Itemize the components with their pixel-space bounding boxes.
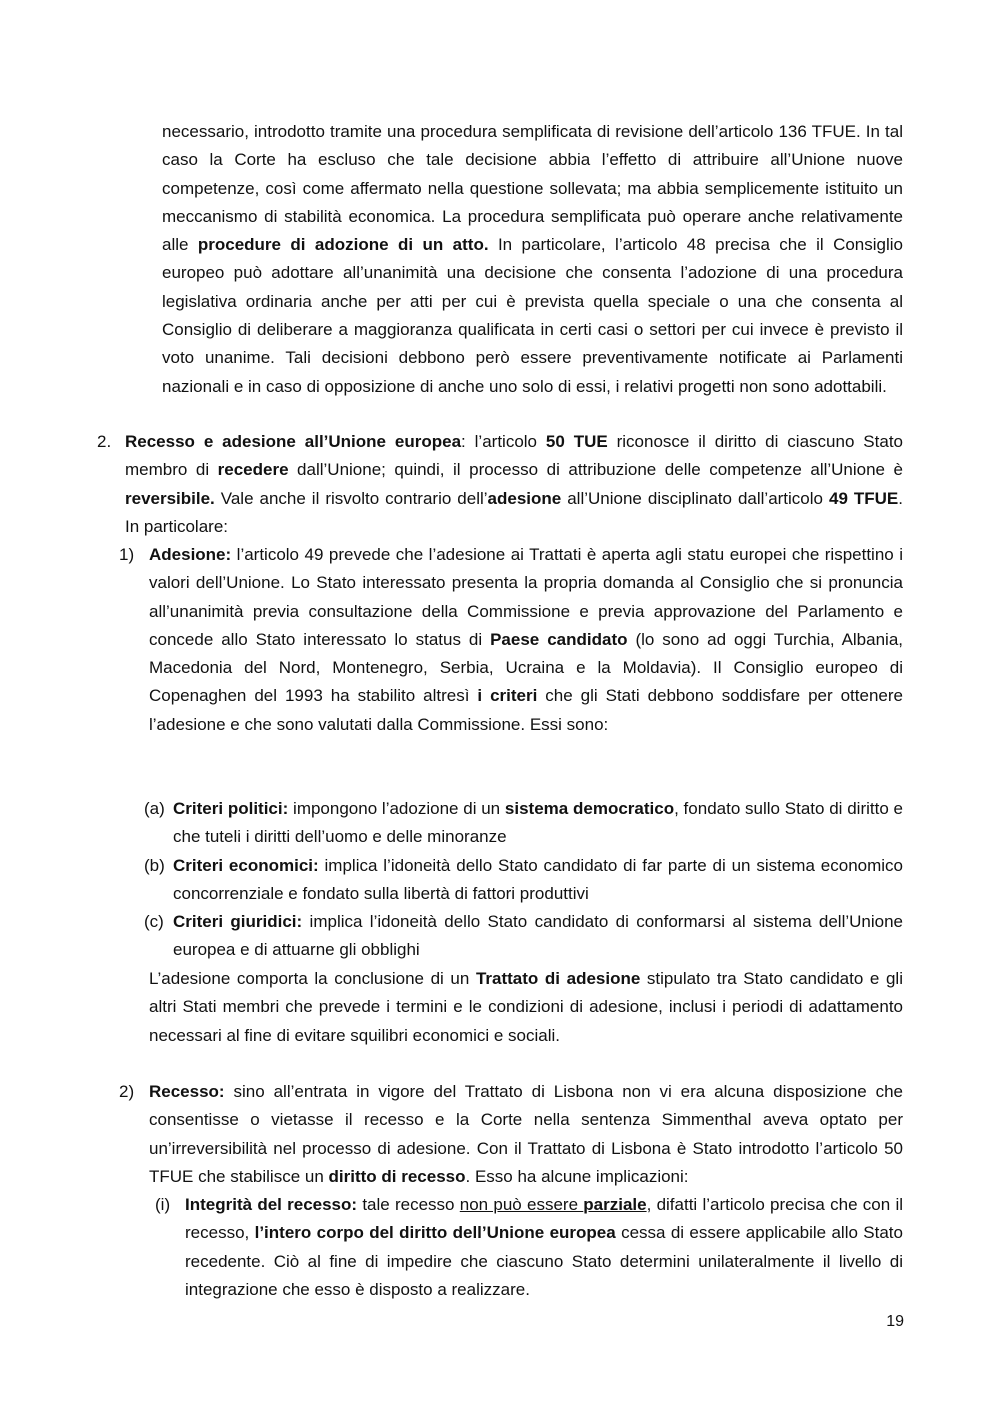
criteria-b-number: (b) — [144, 856, 165, 875]
criteria-a-paragraph: Criteri politici: impongono l’adozione di un sistema democratico, fondato sullo Stato di diritto e che tuteli i diritti dell’uomo e delle minoranze — [173, 799, 903, 847]
criteria-a-number: (a) — [144, 799, 165, 818]
item-2-number: 2. — [97, 432, 112, 451]
subitem-2-number: 2) — [119, 1082, 135, 1101]
adhesion-treaty-paragraph: L’adesione comporta la conclusione di un Trattato di adesione stipulato tra Stato candidato e gli altri Stati membri che prevede i termini e le condizioni di adesione, inclusi i periodi di adattamento necessari al fine di evitare squilibri economici e sociali. — [149, 969, 903, 1045]
item-2-paragraph: Recesso e adesione all’Unione europea: l’articolo 50 TUE riconosce il diritto di ciascuno Stato membro di recedere dall’Unione; quindi, il processo di attribuzione delle competenze all’Unione è reversibile. Vale anche il risvolto contrario dell’adesione all’Unione disciplinato dall’articolo 49 TFUE. In particolare: — [125, 432, 903, 536]
page-number: 19 — [886, 1313, 904, 1330]
roman-i-paragraph: Integrità del recesso: tale recesso non può essere parziale, difatti l’articolo precisa che con il recesso, l’intero corpo del diritto dell’Unione europea cessa di essere applicabile allo Stato recedente. Ciò al fine di impedire che ciascuno Stato determini unilateralmente il livello di integrazione che esso è disposto a realizzare. — [185, 1195, 903, 1299]
criteria-c-paragraph: Criteri giuridici: implica l’idoneità dello Stato candidato di conformarsi al sistema dell’Unione europea e di attuarne gli obblighi — [173, 912, 903, 960]
roman-i-number: (i) — [155, 1195, 171, 1214]
criteria-c-number: (c) — [144, 912, 164, 931]
intro-paragraph: necessario, introdotto tramite una procedura semplificata di revisione dell’articolo 136 TFUE. In tal caso la Corte ha escluso che tale decisione abbia l’effetto di attribuire all’Unione nuove competenze, così come affermato nella questione sollevata; ma abbia semplicemente istituito un meccanismo di stabilità economica. La procedura semplificata può operare anche relativamente alle procedure di adozione di un atto. In particolare, l’articolo 48 precisa che il Consiglio europeo può adottare all’unanimità una decisione che consenta l’adozione di una procedura legislativa ordinaria anche per atti per cui è prevista quella speciale o una che consenta al Consiglio di deliberare a maggioranza qualificata in certi casi o settori per cui invece è previsto il voto unanime. Tali decisioni debbono però essere preventivamente notificate ai Parlamenti nazionali e in caso di opposizione di anche uno solo di essi, i relativi progetti non sono adottabili. — [162, 122, 904, 396]
subitem-1-number: 1) — [119, 545, 135, 564]
subitem-1-paragraph: Adesione: l’articolo 49 prevede che l’adesione ai Trattati è aperta agli statu europei che rispettino i valori dell’Unione. Lo Stato interessato presenta la propria domanda al Consiglio che si pronuncia all’unanimità previa consultazione della Commissione e previa approvazione del Parlamento e concede allo Stato interessato lo status di Paese candidato (lo sono ad oggi Turchia, Albania, Macedonia del Nord, Montenegro, Serbia, Ucraina e la Moldavia). Il Consiglio europeo di Copenaghen del 1993 ha stabilito altresì i criteri che gli Stati debbono soddisfare per ottenere l’adesione e che sono valutati dalla Commissione. Essi sono: — [149, 545, 903, 734]
subitem-2-paragraph: Recesso: sino all’entrata in vigore del Trattato di Lisbona non vi era alcuna disposizione che consentisse o vietasse il recesso e la Corte nella sentenza Simmenthal aveva optato per un’irreversibilità nel processo di adesione. Con il Trattato di Lisbona è Stato introdotto l’articolo 50 TFUE che stabilisce un diritto di recesso. Esso ha alcune implicazioni: — [149, 1082, 903, 1186]
criteria-b-paragraph: Criteri economici: implica l’idoneità dello Stato candidato di far parte di un sistema economico concorrenziale e fondato sulla libertà di fattori produttivi — [173, 856, 903, 904]
